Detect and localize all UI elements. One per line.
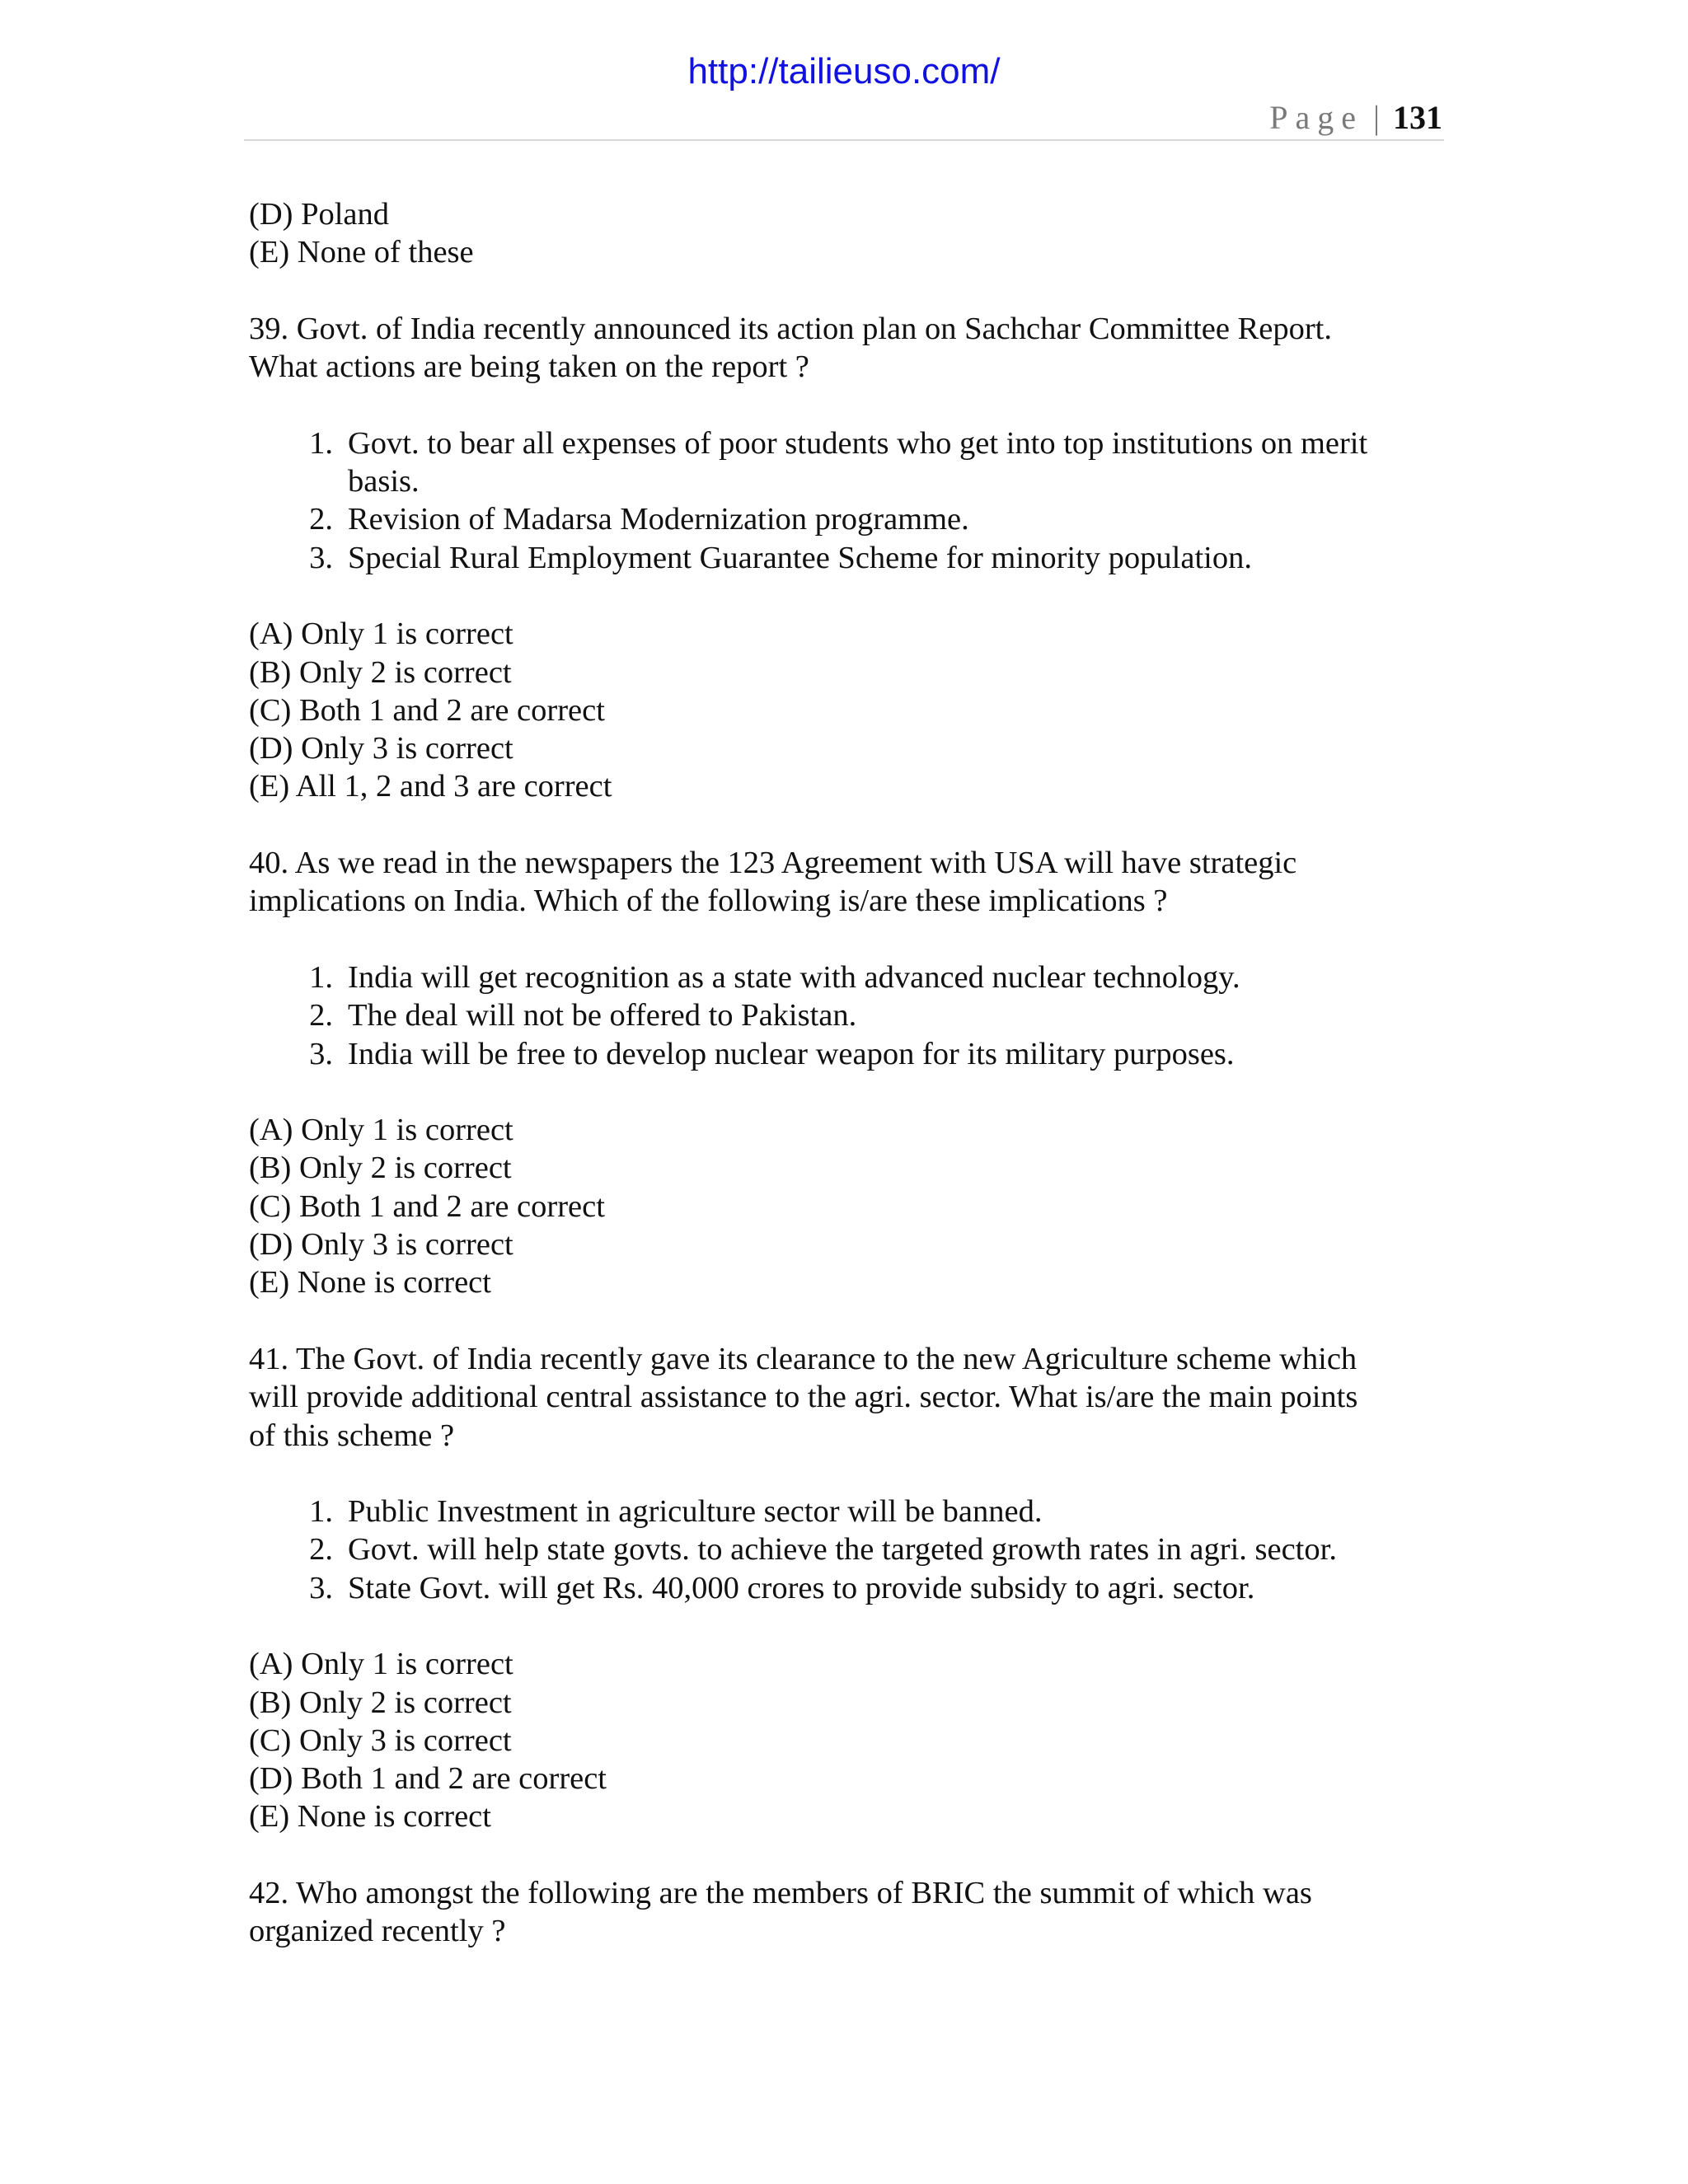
option: (B) Only 2 is correct <box>249 1151 512 1186</box>
statement-text: India will be free to develop nuclear weapon for its military purposes. <box>348 1036 1235 1071</box>
statement-number: 2. <box>309 502 333 537</box>
option: (E) None of these <box>249 235 474 270</box>
question-text: 41. The Govt. of India recently gave its clearance to the new Agriculture scheme which <box>249 1341 1357 1376</box>
carryover-options <box>249 195 1444 272</box>
statement-number: 1. <box>309 425 333 461</box>
option: (D) Only 3 is correct <box>249 1227 513 1263</box>
question-40 <box>249 844 1444 1302</box>
question-text: will provide additional central assistance to the agri. sector. What is/are the main points <box>249 1380 1358 1415</box>
statement-item <box>249 1493 1444 1530</box>
statement-item <box>249 996 1444 1034</box>
statement-text: Special Rural Employment Guarantee Scheme for minority population. <box>348 540 1252 575</box>
statement-number: 2. <box>309 1532 333 1568</box>
question-42 <box>249 1874 1444 1951</box>
statement-list <box>249 424 1444 577</box>
option: (C) Both 1 and 2 are correct <box>249 1188 605 1224</box>
statement-number: 3. <box>309 540 333 575</box>
header-url-link[interactable]: http://tailieuso.com/ <box>687 51 1001 91</box>
option: (A) Only 1 is correct <box>249 1647 513 1682</box>
question-text: 39. Govt. of India recently announced its action plan on Sachchar Committee Report. <box>249 311 1332 346</box>
option: (A) Only 1 is correct <box>249 616 513 652</box>
statement-text: Public Investment in agriculture sector will be banned. <box>348 1494 1043 1530</box>
question-text: implications on India. Which of the following is/are these implications ? <box>249 883 1168 919</box>
statement-number: 3. <box>309 1570 333 1605</box>
question-text: of this scheme ? <box>249 1418 455 1453</box>
question-text: 42. Who amongst the following are the members of BRIC the summit of which was <box>249 1876 1312 1911</box>
statement-text: basis. <box>348 464 420 499</box>
statement-item <box>249 1530 1444 1568</box>
option: (E) None is correct <box>249 1265 491 1301</box>
question-text: organized recently ? <box>249 1914 506 1949</box>
statement-item <box>249 424 1444 501</box>
header-divider <box>244 139 1444 141</box>
option: (B) Only 2 is correct <box>249 654 512 690</box>
page-number-value: 131 <box>1393 99 1442 136</box>
statement-number: 3. <box>309 1036 333 1071</box>
statement-list <box>249 958 1444 1073</box>
statement-text: Revision of Madarsa Modernization programme. <box>348 502 969 537</box>
document-body <box>249 195 1444 1951</box>
option: (E) All 1, 2 and 3 are correct <box>249 769 612 804</box>
option: (B) Only 2 is correct <box>249 1685 512 1720</box>
statement-number: 1. <box>309 1494 333 1530</box>
question-text: 40. As we read in the newspapers the 123 Agreement with USA will have strategic <box>249 846 1297 881</box>
option: (C) Only 3 is correct <box>249 1722 512 1758</box>
statement-item <box>249 539 1444 577</box>
statement-list <box>249 1493 1444 1607</box>
statement-item <box>249 500 1444 538</box>
statement-item <box>249 958 1444 996</box>
question-text: What actions are being taken on the report ? <box>249 349 809 385</box>
page-separator: | <box>1372 99 1380 136</box>
statement-text: Govt. will help state govts. to achieve the targeted growth rates in agri. sector. <box>348 1532 1337 1568</box>
option: (D) Poland <box>249 197 390 232</box>
option: (C) Both 1 and 2 are correct <box>249 692 605 728</box>
statement-number: 2. <box>309 998 333 1033</box>
option: (A) Only 1 is correct <box>249 1113 513 1148</box>
statement-text: India will get recognition as a state with advanced nuclear technology. <box>348 959 1240 995</box>
statement-number: 1. <box>309 959 333 995</box>
statement-text: The deal will not be offered to Pakistan. <box>348 998 857 1033</box>
option: (D) Both 1 and 2 are correct <box>249 1761 607 1797</box>
page-number <box>1269 97 1442 138</box>
statement-item <box>249 1035 1444 1073</box>
question-39 <box>249 310 1444 806</box>
option: (E) None is correct <box>249 1799 491 1835</box>
statement-item <box>249 1569 1444 1607</box>
page-label: Page <box>1269 99 1363 136</box>
statement-text: Govt. to bear all expenses of poor students who get into top institutions on merit <box>348 425 1368 461</box>
statement-text: State Govt. will get Rs. 40,000 crores to provide subsidy to agri. sector. <box>348 1570 1255 1605</box>
option: (D) Only 3 is correct <box>249 731 513 766</box>
question-41 <box>249 1340 1444 1836</box>
